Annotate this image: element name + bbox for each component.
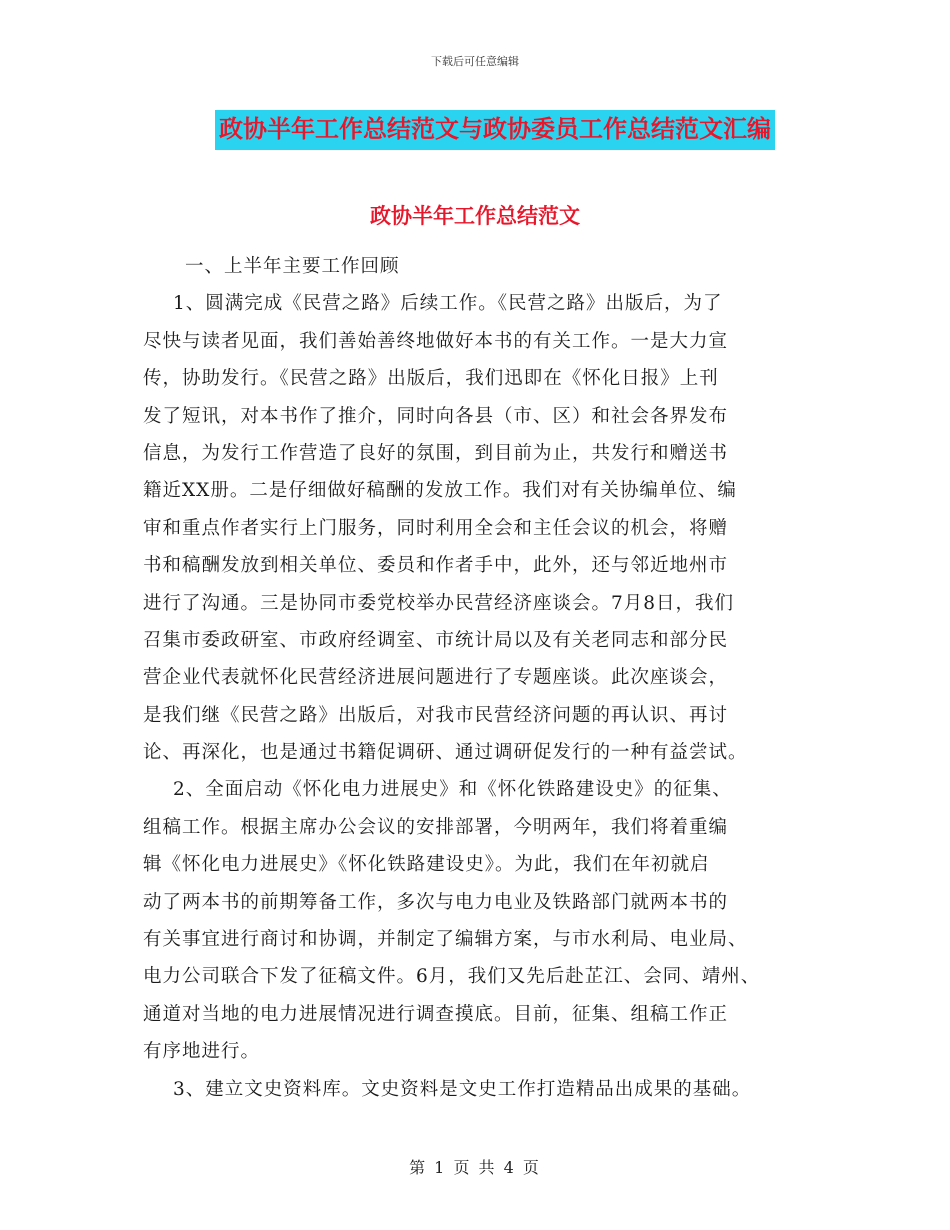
paragraph-line: 信息，为发行工作营造了良好的氛围，到目前为止，共发行和赠送书 [143,442,729,464]
paragraph-line: 尽快与读者见面，我们善始善终地做好本书的有关工作。一是大力宣 [143,330,729,352]
paragraph-line: 进行了沟通。三是协同市委党校举办民营经济座谈会。7月8日，我们 [143,592,735,614]
paragraph-line: 动了两本书的前期筹备工作，多次与电力电业及铁路部门就两本书的 [143,891,729,913]
main-title-wrap [0,110,950,150]
body-text [143,248,818,1108]
paragraph-line: 组稿工作。根据主席办公会议的安排部署，今明两年，我们将着重编 [143,816,729,838]
paragraph-line: 发了短讯，对本书作了推介，同时向各县（市、区）和社会各界发布 [143,405,729,427]
paragraph-line: 2、全面启动《怀化电力进展史》和《怀化铁路建设史》的征集、 [173,779,732,801]
paragraph-line: 3、建立文史资料库。文史资料是文史工作打造精品出成果的基础。 [173,1078,752,1100]
paragraph-line: 籍近XX册。二是仔细做好稿酬的发放工作。我们对有关协编单位、编 [143,480,737,502]
paragraph-line: 营企业代表就怀化民营经济进展问题进行了专题座谈。此次座谈会， [143,667,729,689]
section-heading: 一、上半年主要工作回顾 [185,256,400,277]
header-note: 下载后可任意编辑 [431,55,519,68]
paragraph-line: 传，协助发行。《民营之路》出版后，我们迅即在《怀化日报》上刊 [143,368,719,390]
main-title: 政协半年工作总结范文与政协委员工作总结范文汇编 [215,110,775,150]
paragraph-line: 有关事宜进行商讨和协调，并制定了编辑方案，与市水利局、电业局、 [143,929,748,951]
paragraph-line: 1、圆满完成《民营之路》后续工作。《民营之路》出版后，为了 [173,293,723,315]
paragraph-line: 召集市委政研室、市政府经调室、市统计局以及有关老同志和部分民 [143,629,729,651]
page-footer: 第 1 页 共 4 页 [409,1158,541,1177]
paragraph-line: 有序地进行。 [143,1041,261,1063]
paragraph-line: 是我们继《民营之路》出版后，对我市民营经济问题的再认识、再讨 [143,704,729,726]
paragraph-line: 通道对当地的电力进展情况进行调查摸底。目前，征集、组稿工作正 [143,1003,729,1025]
sub-title: 政协半年工作总结范文 [370,204,580,228]
paragraph-line: 辑《怀化电力进展史》《怀化铁路建设史》。为此，我们在年初就启 [143,854,710,876]
paragraph-line: 审和重点作者实行上门服务，同时利用全会和主任会议的机会，将赠 [143,517,729,539]
paragraph-line: 论、再深化，也是通过书籍促调研、通过调研促发行的一种有益尝试。 [143,742,748,764]
paragraph-line: 电力公司联合下发了征稿文件。6月，我们又先后赴芷江、会同、靖州、 [143,966,761,988]
paragraph-line: 书和稿酬发放到相关单位、委员和作者手中，此外，还与邻近地州市 [143,555,729,577]
